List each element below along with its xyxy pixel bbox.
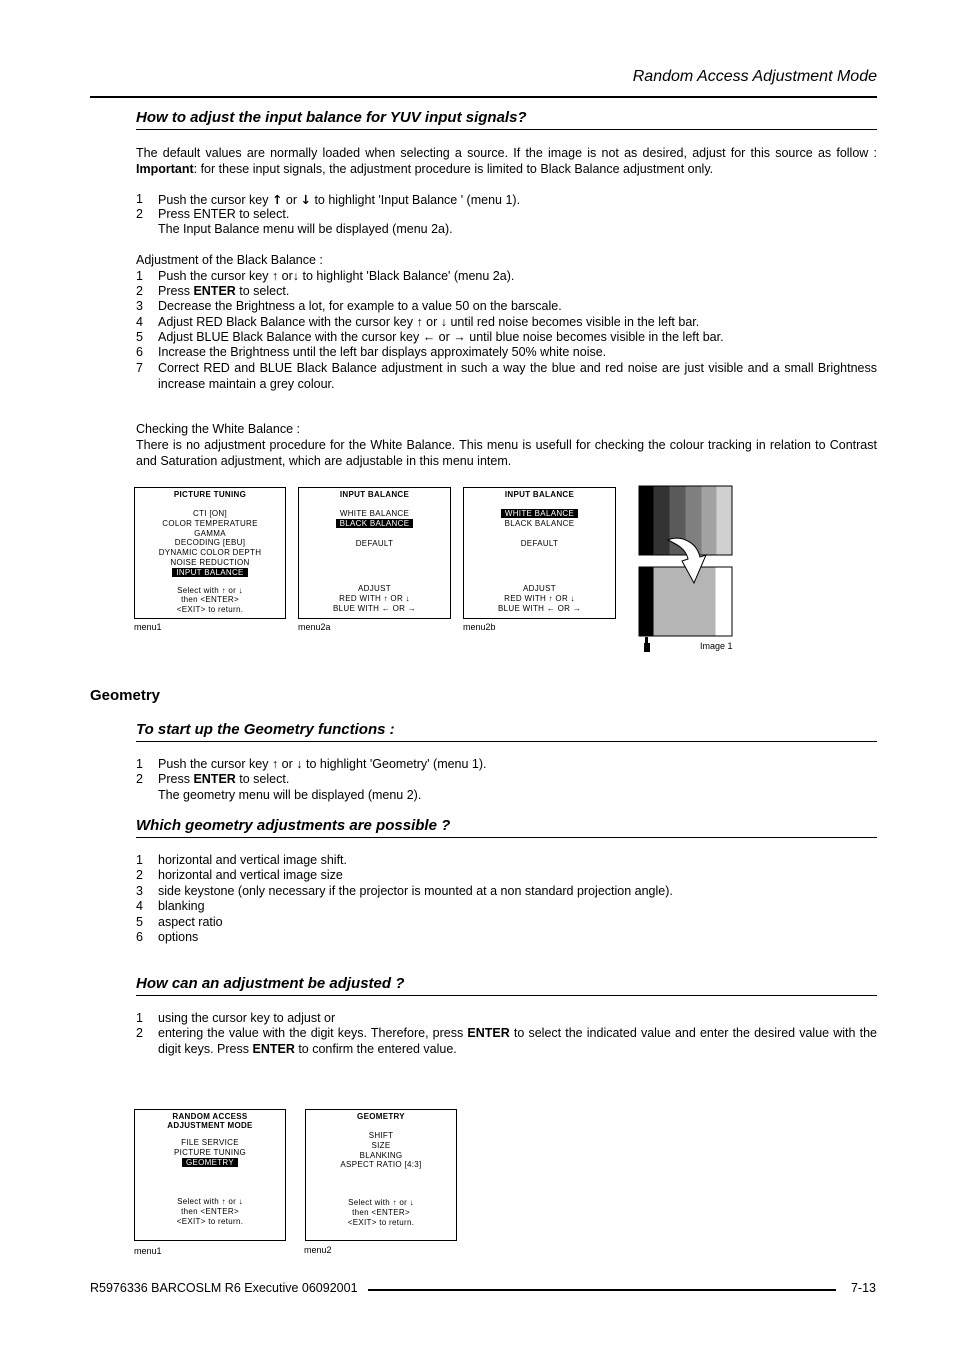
menu-item: COLOR TEMPERATURE [162,518,258,528]
item-text: The Input Balance menu will be displayed (menu 2a). [158,222,453,236]
menu-item: DEFAULT [355,538,394,548]
section-heading-how-adjusted: How can an adjustment be adjusted ? [136,975,877,996]
footer-rule [368,1289,836,1291]
intro-paragraph [136,146,877,177]
menu-item: CTI [ON] [193,509,227,518]
list-item: 5 aspect ratio [136,915,223,929]
list-item: 2 Press ENTER to select. [136,772,290,786]
list-item: 4 blanking [136,899,205,913]
caption-menu2-bottom: menu2 [304,1245,332,1255]
menu-footer: Select with ↑ or ↓ [348,1198,414,1208]
important-text: : for these input signals, the adjustment procedure is limited to Black Balance adjustment only. [193,161,714,176]
menu-footer: RED WITH ↑ OR ↓ [339,594,410,604]
menu-item-selected: WHITE BALANCE [501,509,578,518]
list-item: 2 entering the value with the digit keys. Therefore, press ENTER to select the indicated value and enter the desired value with the digit keys. Press ENTER to confirm the entered value. [136,1026,877,1056]
list-item: 3 Decrease the Brightness a lot, for example to a value 50 on the barscale. [136,299,562,313]
white-balance-title: Checking the White Balance : [136,422,300,436]
menu-input-balance-2b [463,487,616,619]
caption-menu2a: menu2a [298,622,331,632]
list-item: 2 horizontal and vertical image size [136,868,343,882]
important-label: Important [136,161,194,176]
item-number: 1 [136,192,143,206]
menu-item: SIZE [371,1140,391,1150]
menu-title: INPUT BALANCE [339,490,410,499]
section-heading-which-adjustments: Which geometry adjustments are possible ? [136,817,877,838]
geometry-title: Geometry [90,687,161,704]
list-item: 2 Press ENTER to select. [136,284,290,298]
menu-footer: then <ENTER> [352,1207,410,1217]
menu-footer: Select with ↑ or ↓ [177,585,243,595]
item-text: Press ENTER to select. [158,207,290,221]
list-item [136,207,877,223]
menu-title: GEOMETRY [357,1112,405,1121]
footer-doc-id: R5976336 BARCOSLM R6 Executive 06092001 [90,1281,358,1295]
caption-menu2b: menu2b [463,622,496,632]
menu-item: DEFAULT [520,538,559,548]
list-item [136,222,877,238]
page-number: 7-13 [850,1281,876,1295]
menu-footer: <EXIT> to return. [347,1217,415,1227]
menu-random-access [134,1109,286,1241]
menu-footer: <EXIT> to return. [176,1216,244,1226]
black-balance-title: Adjustment of the Black Balance : [136,253,323,267]
menu-item: DECODING [EBU] [174,538,246,548]
list-item: 6 Increase the Brightness until the left bar displays approximately 50% white noise. [136,345,607,359]
menu-item: BLANKING [359,1150,403,1160]
menu-item: SHIFT [368,1131,394,1140]
menu-item: NOISE REDUCTION [170,557,250,567]
menu-item: ASPECT RATIO [4:3] [340,1160,422,1170]
menu-item-selected: GEOMETRY [182,1158,238,1167]
menu-item-selected: INPUT BALANCE [172,568,247,577]
section-heading-start-geometry: To start up the Geometry functions : [136,721,877,742]
list-item: 1 horizontal and vertical image shift. [136,853,347,867]
list-item: 5 Adjust BLUE Black Balance with the cursor key ← or → until blue noise becomes visible in the left bar. [136,330,724,344]
item-number: 2 [136,207,143,221]
menu-footer: BLUE WITH ← OR → [497,603,582,613]
arrow-down-icon: ↓ [300,192,311,207]
running-header: Random Access Adjustment Mode [632,68,877,85]
list-item: 7 Correct RED and BLUE Black Balance adjustment in such a way the blue and red noise are just visible and a small Brightness increase maintain a grey colour. [136,361,877,391]
menu-picture-tuning [134,487,286,619]
menu-input-balance-2a [298,487,451,619]
menu-footer: Select with ↑ or ↓ [177,1197,243,1207]
hand-pointer-icon [644,637,650,652]
caption-image1: Image 1 [700,641,733,651]
list-item: 1 Push the cursor key ↑ or↓ to highlight 'Black Balance' (menu 2a). [136,269,515,283]
menu-footer: ADJUST [358,584,391,594]
caption-menu1-bottom: menu1 [134,1246,162,1256]
header-rule [90,96,877,98]
intro-text: The default values are normally loaded when selecting a source. If the image is not as desired, adjust for this source as follow : [136,146,877,160]
list-item: The geometry menu will be displayed (menu 2). [158,788,422,802]
menu-item: DYNAMIC COLOR DEPTH [158,548,262,558]
menu-footer: <EXIT> to return. [176,605,244,615]
white-balance-text: There is no adjustment procedure for the White Balance. This menu is usefull for checking the colour tracking in relation to Contrast and Saturation adjustment, which are adjustable in this menu intem. [136,438,877,468]
list-item: 6 options [136,930,199,944]
menu-footer: then <ENTER> [181,595,239,605]
list-item: 1 using the cursor key to adjust or [136,1011,336,1025]
menu-title: ADJUSTMENT MODE [167,1121,253,1130]
menu-geometry [305,1109,457,1241]
menu-item: BLACK BALANCE [504,518,575,528]
menu-title: RANDOM ACCESS [172,1112,248,1121]
menu-footer: ADJUST [523,584,556,594]
menu-footer: BLUE WITH ← OR → [332,603,417,613]
arrow-up-icon: ↑ [271,192,283,207]
list-item: 1 Push the cursor key ↑ or ↓ to highlight 'Geometry' (menu 1). [136,757,487,771]
menu-title: INPUT BALANCE [504,490,575,499]
list-item: 3 side keystone (only necessary if the projector is mounted at a non standard projection angle). [136,884,673,898]
grey-bar-image [638,485,734,653]
menu-item: GAMMA [194,528,226,538]
menu-footer: then <ENTER> [181,1207,239,1217]
menu-item: PICTURE TUNING [173,1147,247,1157]
caption-menu1: menu1 [134,622,162,632]
menu-item: WHITE BALANCE [339,509,410,518]
item-text: Push the cursor key ↑ or ↓ to highlight 'Input Balance ' (menu 1). [158,192,521,207]
list-item: 4 Adjust RED Black Balance with the cursor key ↑ or ↓ until red noise becomes visible in the left bar. [136,315,700,329]
menu-title: PICTURE TUNING [173,490,247,499]
section-heading-input-balance: How to adjust the input balance for YUV input signals? [136,109,877,130]
menu-item: FILE SERVICE [181,1138,239,1147]
menu-item-selected: BLACK BALANCE [336,519,414,528]
menu-footer: RED WITH ↑ OR ↓ [504,594,575,604]
